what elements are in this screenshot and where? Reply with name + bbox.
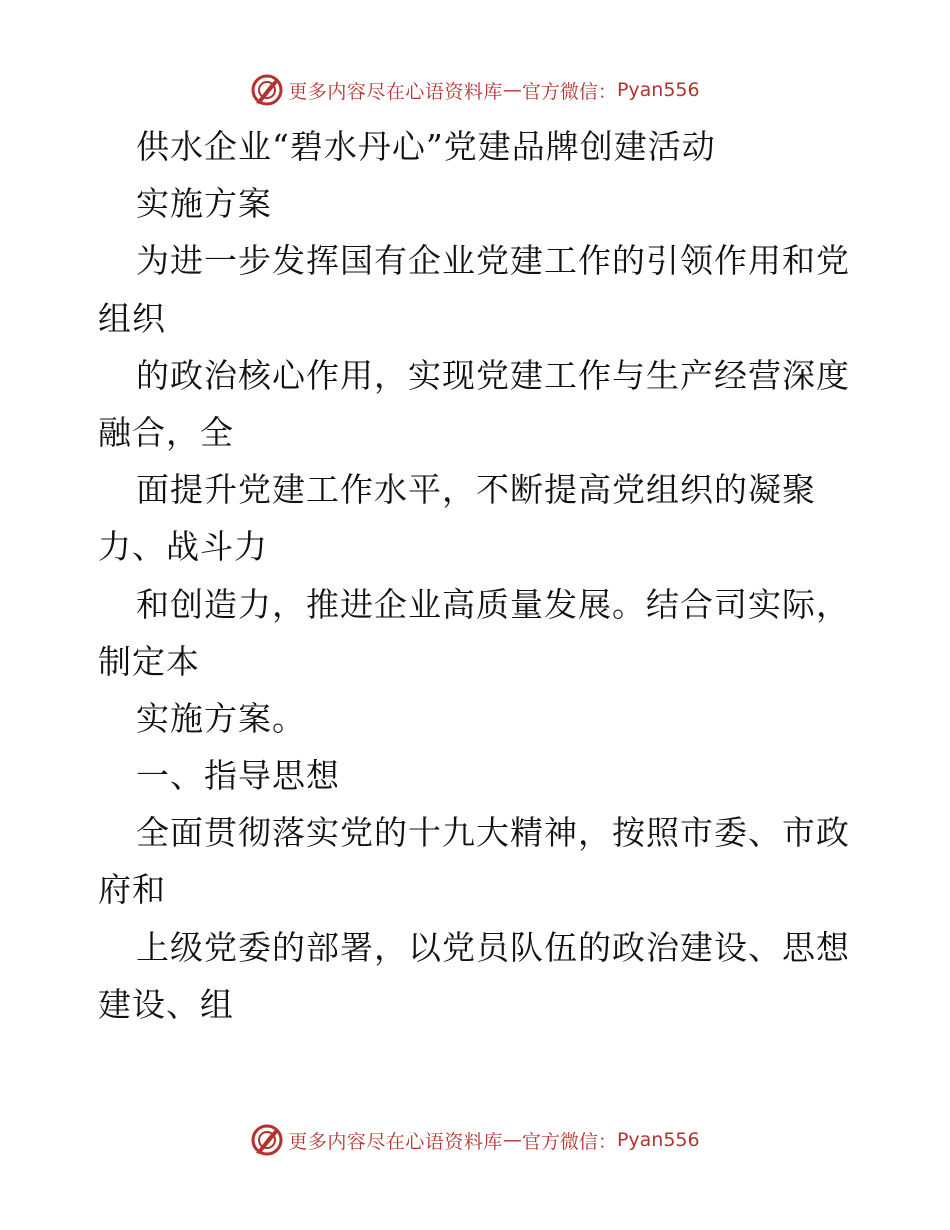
text-line: 力、战斗力 [98, 527, 268, 567]
text-line: 府和 [98, 870, 166, 910]
text-line: 和创造力，推进企业高质量发展。结合司实际， [136, 584, 850, 624]
pen-logo-icon [250, 1123, 284, 1157]
text-line: 全面贯彻落实党的十九大精神，按照市委、市政 [136, 813, 850, 853]
watermark-contact-label: 官方微信： [521, 1130, 617, 1153]
text-line: 建设、组 [98, 984, 234, 1024]
text-line: 组织 [98, 298, 166, 338]
text-line: 面提升党建工作水平，不断提高党组织的凝聚 [136, 470, 816, 510]
text-line: 为进一步发挥国有企业党建工作的引领作用和党 [136, 241, 850, 281]
watermark-wechat-id: Pyan556 [616, 1129, 700, 1151]
text-line: 融合，全 [98, 412, 234, 452]
footer-watermark [0, 1120, 950, 1160]
header-watermark [0, 70, 950, 110]
watermark-text: 更多内容尽在心语资料库 [288, 1130, 503, 1153]
text-line: 上级党委的部署，以党员队伍的政治建设、思想 [136, 927, 850, 967]
watermark-wechat-id: Pyan556 [616, 79, 700, 101]
text-line: 实施方案。 [136, 698, 306, 738]
text-line: 一、指导思想 [136, 756, 340, 796]
pen-logo-icon [250, 73, 284, 107]
text-line: 的政治核心作用，实现党建工作与生产经营深度 [136, 355, 850, 395]
text-line: 实施方案 [136, 184, 272, 224]
watermark-dash: — [502, 79, 522, 101]
text-line: 制定本 [98, 641, 200, 681]
watermark-dash: — [502, 1129, 522, 1151]
watermark-text: 更多内容尽在心语资料库 [288, 80, 503, 103]
watermark-contact-label: 官方微信： [521, 80, 617, 103]
text-line: 供水企业“碧水丹心”党建品牌创建活动 [136, 127, 716, 166]
document-body [98, 118, 858, 1033]
